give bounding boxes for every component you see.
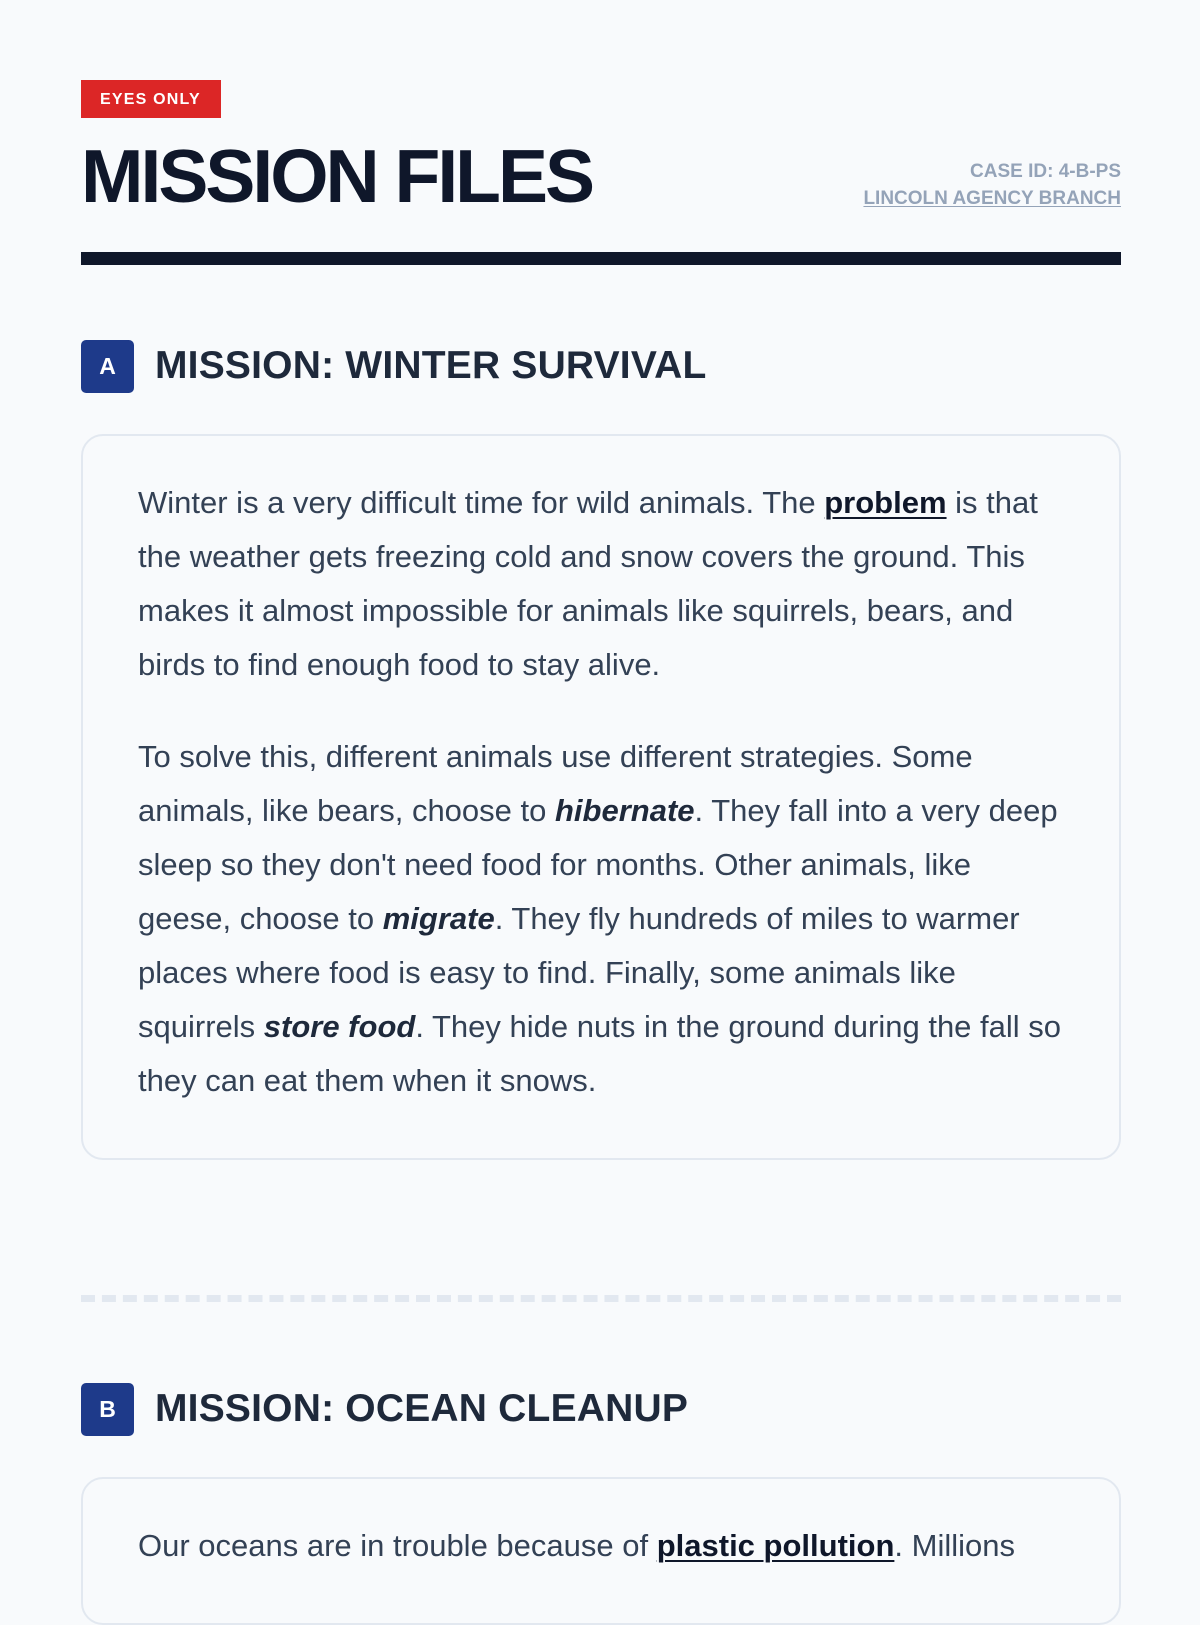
text-run: To solve this, different animals use different strategies. Some animals, like bears, choose to — [138, 739, 973, 828]
paragraph — [138, 1519, 1064, 1573]
text-run: Winter is a very difficult time for wild animals. The — [138, 485, 825, 520]
header-divider — [81, 252, 1121, 265]
keyword-plastic-pollution: plastic pollution — [656, 1528, 895, 1563]
page-header — [81, 0, 1121, 266]
section-divider — [81, 1295, 1121, 1302]
mission-files-page — [81, 0, 1121, 1563]
text-run: Our oceans are in trouble because of — [138, 1528, 657, 1563]
section-letter-badge: A — [81, 340, 134, 393]
text-run: . They fly hundreds of miles to warmer places where food is easy to find. Finally, some animals like squirrels — [138, 901, 1020, 1044]
text-run: . Millions — [894, 1528, 1015, 1563]
paragraph — [138, 476, 1064, 692]
section-title: MISSION: OCEAN CLEANUP — [155, 1387, 689, 1430]
agency-branch-link[interactable]: LINCOLN AGENCY BRANCH — [863, 188, 1121, 209]
section-winter-survival — [81, 339, 1121, 1160]
section-header — [81, 1382, 1121, 1436]
text-run: . They hide nuts in the ground during the fall so they can eat them when it snows. — [138, 1009, 1062, 1098]
section-title: MISSION: WINTER SURVIVAL — [155, 344, 707, 387]
eyes-only-badge: EYES ONLY — [81, 80, 221, 118]
emphasis-hibernate: hibernate — [555, 793, 695, 828]
mission-text-card — [81, 434, 1121, 1160]
case-id: CASE ID: 4-B-PS — [970, 161, 1121, 182]
section-letter-badge: B — [81, 1383, 134, 1436]
section-header — [81, 339, 1121, 393]
section-ocean-cleanup — [81, 1382, 1121, 1625]
paragraph — [138, 730, 1064, 1108]
text-run: . They fall into a very deep sleep so they don't need food for months. Other animals, like geese, choose to — [138, 793, 1058, 936]
keyword-problem: problem — [824, 485, 947, 520]
page-title: MISSION FILES — [81, 134, 593, 218]
mission-text-card — [81, 1477, 1121, 1625]
emphasis-migrate: migrate — [382, 901, 495, 936]
case-meta — [863, 158, 1121, 212]
emphasis-store-food: store food — [263, 1009, 416, 1044]
text-run: is that the weather gets freezing cold and snow covers the ground. This makes it almost impossible for animals like squirrels, bears, and birds to find enough food to stay alive. — [138, 485, 1038, 682]
